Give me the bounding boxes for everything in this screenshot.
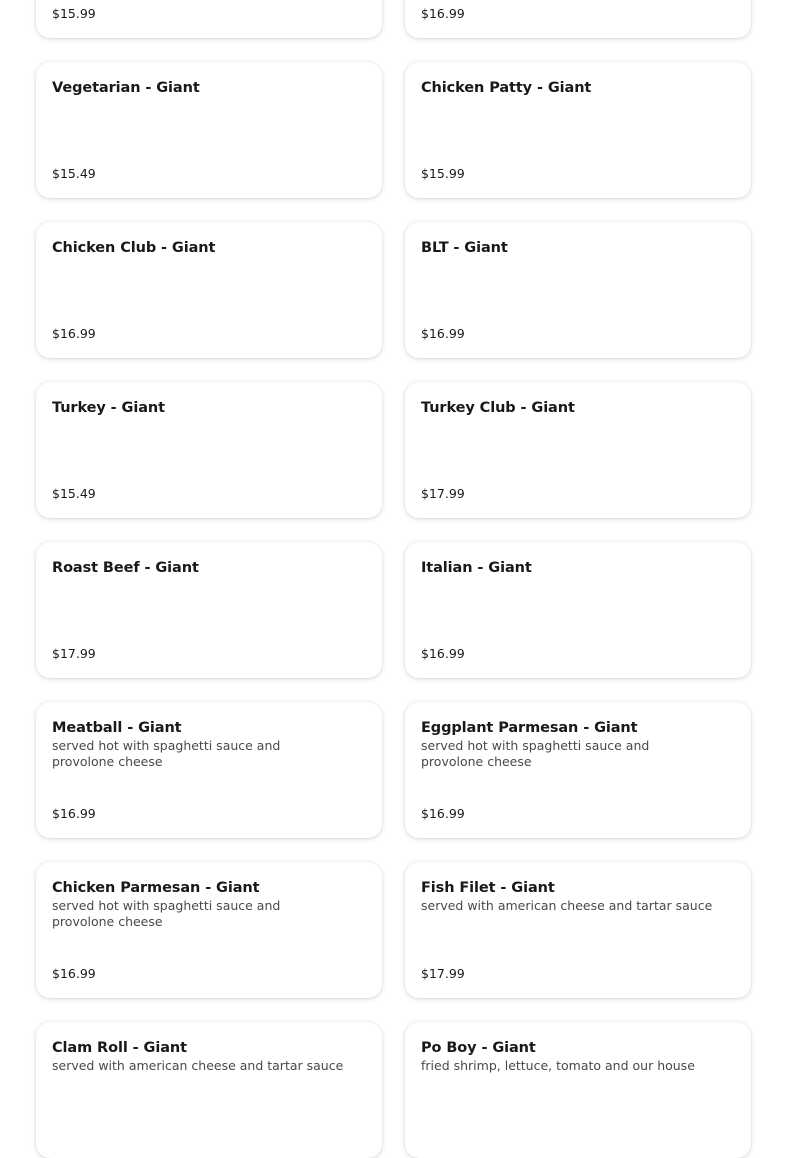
item-description: served hot with spaghetti sauce and provolone cheese [421,738,650,769]
item-price: $15.99 [52,6,96,21]
item-name: Clam Roll - Giant [52,1040,187,1056]
menu-item-card[interactable] [36,62,382,198]
menu-item-card[interactable] [405,542,751,678]
item-name: Chicken Patty - Giant [421,80,592,96]
menu-item-card[interactable] [405,702,751,838]
menu-item-card[interactable] [405,222,751,358]
item-name: Chicken Parmesan - Giant [52,880,260,896]
item-name: Italian - Giant [421,560,532,576]
item-name: Roast Beef - Giant [52,560,199,576]
item-name: BLT - Giant [421,240,508,256]
item-name: Fish Filet - Giant [421,880,555,896]
item-name: Meatball - Giant [52,720,182,736]
menu-item-card[interactable] [36,382,382,518]
item-price: $15.49 [52,486,96,501]
menu-item-card[interactable] [36,1022,382,1158]
menu-item-card[interactable] [405,62,751,198]
menu-item-card[interactable] [405,0,751,38]
item-price: $16.99 [421,326,465,341]
item-price: $17.99 [421,966,465,981]
item-name: Turkey - Giant [52,400,165,416]
item-description: served with american cheese and tartar sauce [421,898,713,913]
item-price: $17.99 [421,486,465,501]
menu-item-card[interactable] [36,222,382,358]
menu-item-card[interactable] [405,1022,751,1158]
item-name: Po Boy - Giant [421,1040,536,1056]
item-description: served hot with spaghetti sauce and provolone cheese [52,738,281,769]
item-price: $16.99 [52,326,96,341]
item-price: $16.99 [421,6,465,21]
item-name: Vegetarian - Giant [52,80,200,96]
menu-item-card[interactable] [36,702,382,838]
item-name: Chicken Club - Giant [52,240,216,256]
item-name: Turkey Club - Giant [421,400,575,416]
menu-item-card[interactable] [36,862,382,998]
item-price: $15.99 [421,166,465,181]
item-description: fried shrimp, lettuce, tomato and our house [421,1058,695,1073]
menu-item-card[interactable] [405,862,751,998]
item-price: $16.99 [52,806,96,821]
item-price: $16.99 [421,646,465,661]
menu-item-card[interactable] [36,0,382,38]
item-price: $16.99 [52,966,96,981]
item-price: $16.99 [421,806,465,821]
item-price: $15.49 [52,166,96,181]
item-description: served with american cheese and tartar sauce [52,1058,344,1073]
item-description: served hot with spaghetti sauce and provolone cheese [52,898,281,929]
menu-item-card[interactable] [36,542,382,678]
menu-item-card[interactable] [405,382,751,518]
item-name: Eggplant Parmesan - Giant [421,720,638,736]
menu-item-grid [36,0,750,1158]
item-price: $17.99 [52,646,96,661]
